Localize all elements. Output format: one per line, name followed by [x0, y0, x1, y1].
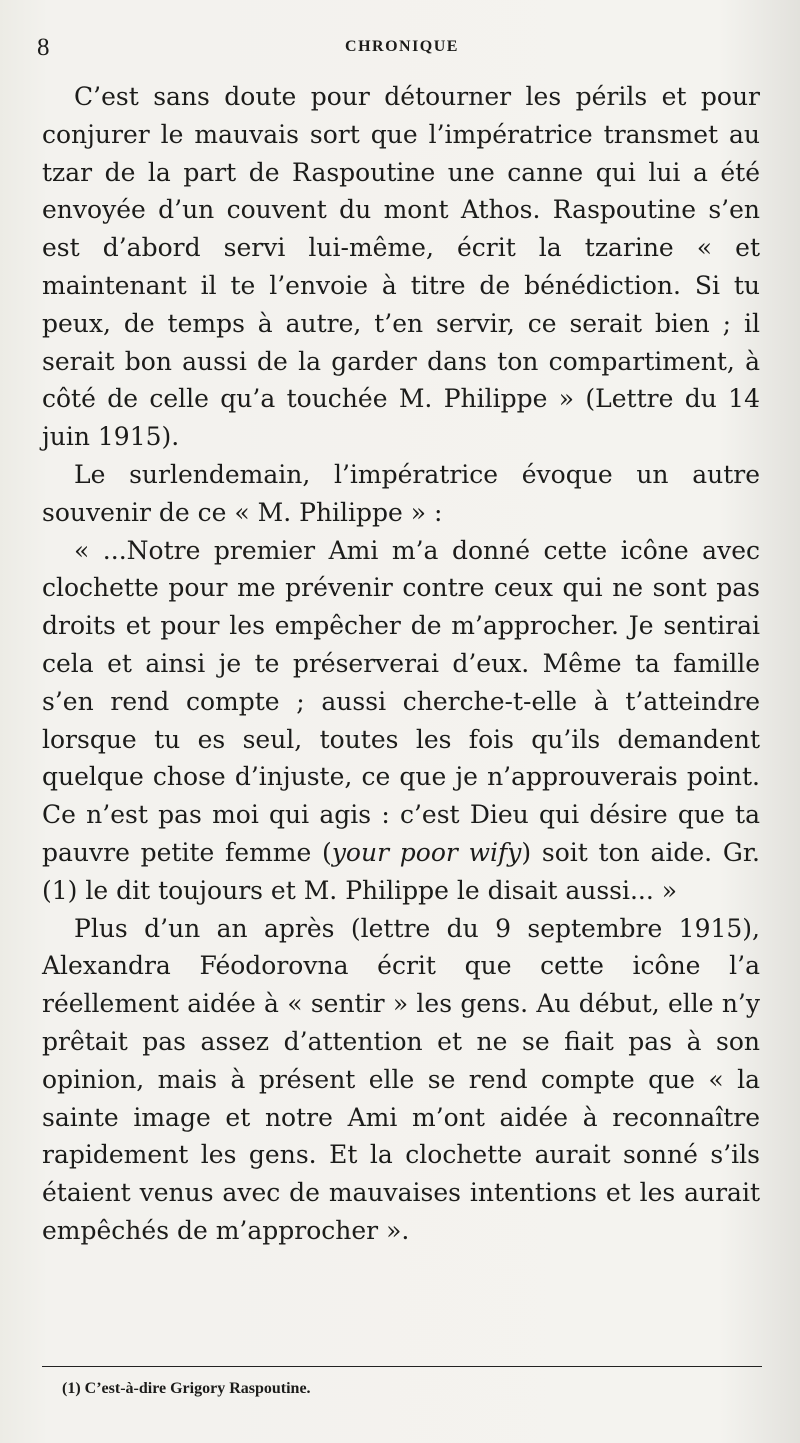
quote-text: « ...Notre premier Ami m’a donné cette icône avec clochette pour me prévenir contre ceux qui ne sont pas droits et pour les empêcher de m’approcher. Je sentirai cela et ainsi je te préserverai d’eux. Même ta famille s’en rend compte ; aussi cherche-t-elle à t’atteindre lorsque tu es seul, toutes les fois qu’ils demandent quelque chose d’injuste, ce que je n’approuverais point. Ce n’est pas moi qui agis : c’est Dieu qui désire que ta pauvre petite femme (: [42, 535, 760, 867]
quote-text: ) soit ton aide. Gr. (1) le dit toujours et M. Philippe le disait aussi... »: [42, 837, 760, 905]
body-text: [42, 78, 760, 1250]
footnote: (1) C’est-à-dire Grigory Raspoutine.: [62, 1380, 311, 1397]
paragraph: C’est sans doute pour détourner les périls et pour conjurer le mauvais sort que l’impératrice transmet au tzar de la part de Raspoutine une canne qui lui a été envoyée d’un couvent du mont Athos. Raspoutine s’en est d’abord servi lui-même, écrit la tzarine « et maintenant il te l’envoie à titre de bénédiction. Si tu peux, de temps à autre, t’en servir, ce serait bien ; il serait bon aussi de la garder dans ton compartiment, à côté de celle qu’a touchée M. Philippe » (Lettre du 14 juin 1915).: [42, 82, 760, 452]
footnote-rule: [42, 1366, 762, 1367]
running-head: CHRONIQUE: [345, 38, 459, 55]
page-number: 8: [37, 34, 50, 61]
quote-italic-phrase: your poor wify: [331, 837, 522, 867]
page-header: [37, 34, 767, 64]
quoted-letter-paragraph: [42, 532, 760, 910]
paragraph: Plus d’un an après (lettre du 9 septembre 1915), Alexandra Féodorovna écrit que cette icône l’a réellement aidée à « sentir » les gens. Au début, elle n’y prêtait pas assez d’attention et ne se fiait pas à son opinion, mais à présent elle se rend compte que « la sainte image et notre Ami m’ont aidée à reconnaître rapidement les gens. Et la clochette aurait sonné s’ils étaient venus avec de mauvaises intentions et les aurait empêchés de m’approcher ».: [42, 913, 760, 1245]
paragraph: Le surlendemain, l’impératrice évoque un autre souvenir de ce « M. Philippe » :: [42, 459, 760, 527]
